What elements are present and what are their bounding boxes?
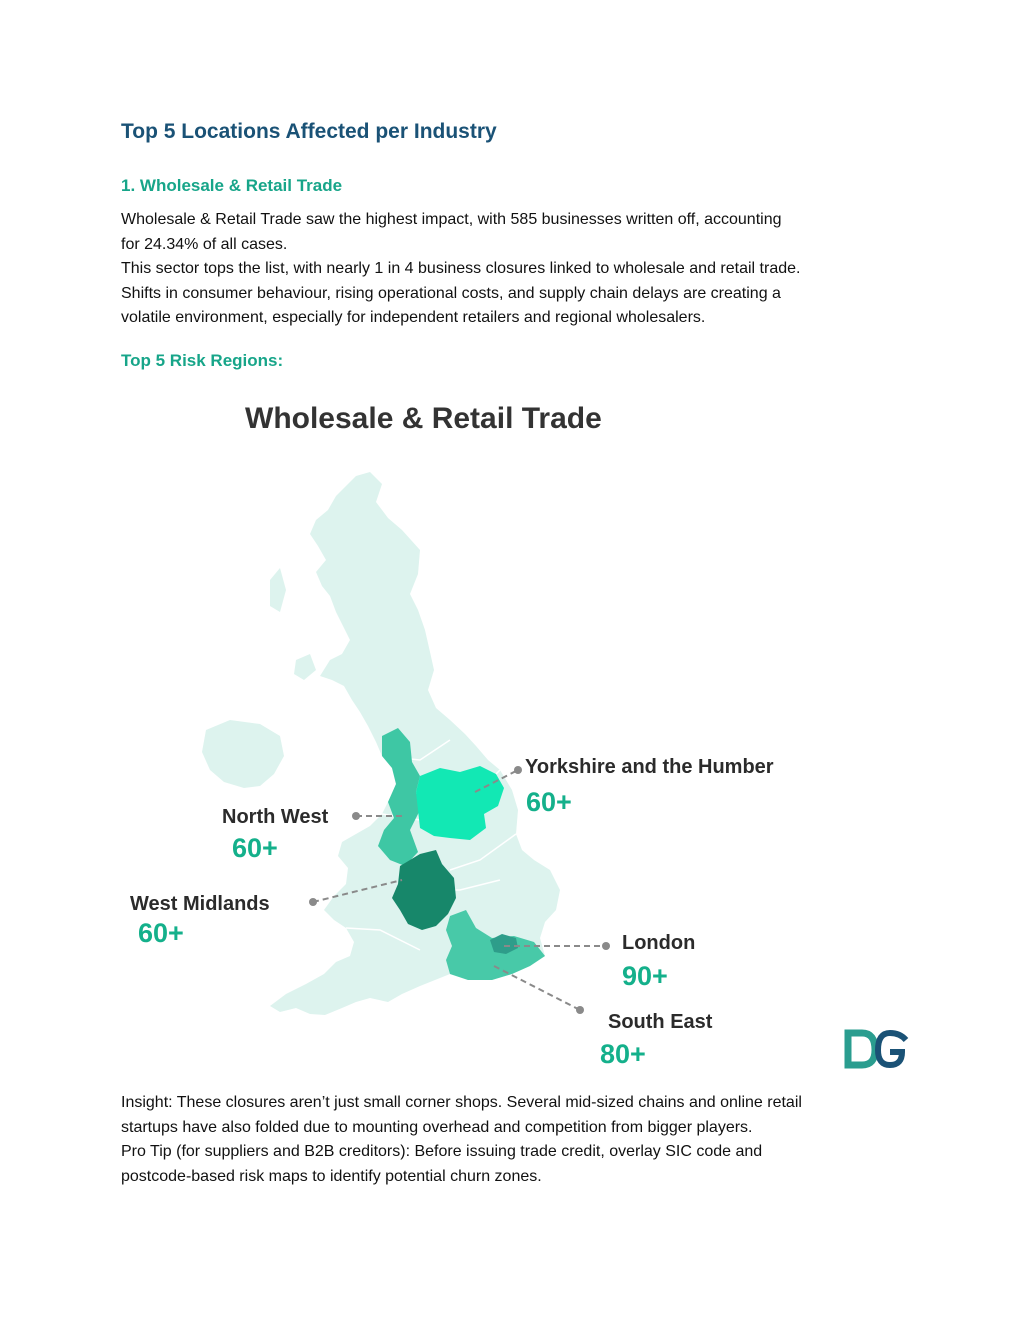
intro-line: Wholesale & Retail Trade saw the highest impact, with 585 businesses written off, accounting: [121, 211, 782, 228]
northern-ireland-landmass: [202, 720, 284, 788]
intro-line: for 24.34% of all cases.: [121, 235, 288, 253]
dg-logo: [846, 1033, 906, 1080]
section-title: 1. Wholesale & Retail Trade: [121, 176, 343, 195]
risk-regions-heading: Top 5 Risk Regions:: [121, 351, 284, 370]
label-yorkshire-name: Yorkshire and the Humber: [525, 756, 774, 778]
intro-line: Shifts in consumer behaviour, rising operational costs, and supply chain delays are creating a: [121, 284, 781, 302]
western-isles-landmass: [270, 568, 286, 612]
intro-line: volatile environment, especially for independent retailers and regional wholesalers.: [121, 309, 706, 326]
islay-landmass: [294, 654, 316, 680]
outro-line: startups have also folded due to mounting overhead and competition from bigger players.: [121, 1118, 753, 1136]
label-north-west-name: North West: [222, 806, 329, 828]
intro-paragraph: [121, 208, 921, 331]
label-south-east-name: South East: [608, 1011, 713, 1033]
outro-paragraph: [121, 1091, 921, 1189]
label-south-east-value: 80+: [600, 1039, 646, 1069]
intro-line: This sector tops the list, with nearly 1 in 4 business closures linked to wholesale and retail trade.: [121, 260, 801, 277]
label-west-midlands-value: 60+: [138, 918, 184, 948]
label-north-west-value: 60+: [232, 833, 278, 863]
outro-line: Pro Tip (for suppliers and B2B creditors): Before issuing trade credit, overlay SIC code and: [121, 1143, 763, 1160]
label-london-value: 90+: [622, 961, 668, 991]
label-west-midlands-name: West Midlands: [130, 893, 270, 915]
label-yorkshire-value: 60+: [526, 787, 572, 817]
map-title: Wholesale & Retail Trade: [245, 402, 602, 435]
outro-line: Insight: These closures aren’t just small corner shops. Several mid-sized chains and online retail: [121, 1094, 802, 1111]
label-london-name: London: [622, 932, 696, 954]
uk-risk-map: [120, 390, 910, 1080]
outro-line: postcode-based risk maps to identify potential churn zones.: [121, 1167, 542, 1185]
page-title: Top 5 Locations Affected per Industry: [121, 120, 497, 143]
great-britain-landmass: [270, 472, 560, 1015]
